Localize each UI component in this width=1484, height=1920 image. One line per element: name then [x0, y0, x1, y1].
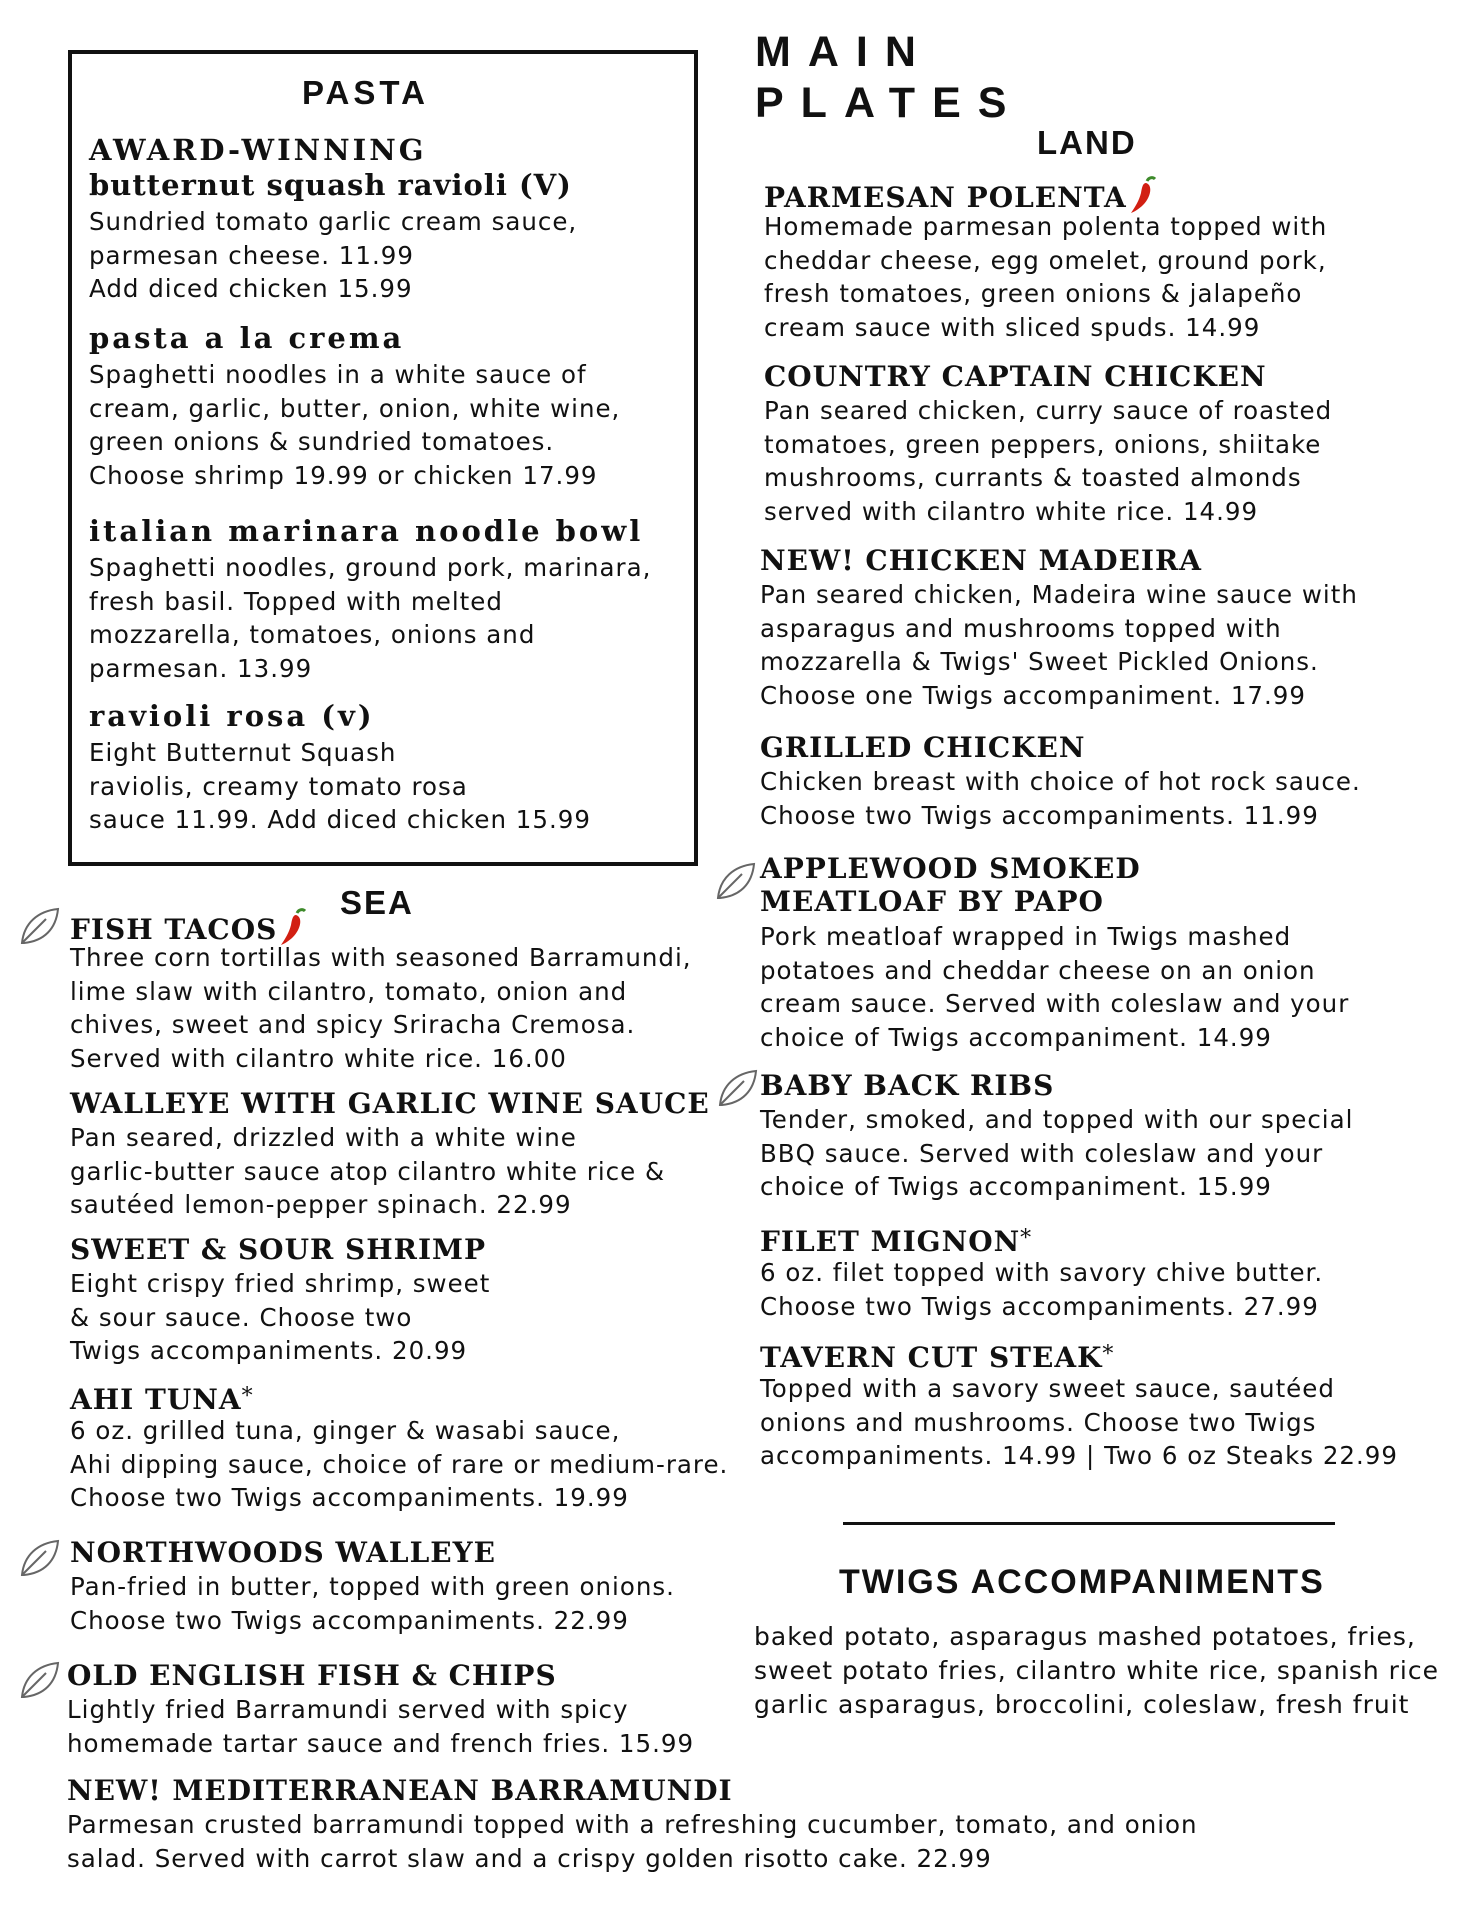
menu-item-description: Spaghetti noodles in a white sauce of cream, garlic, butter, onion, white wine, green onions & sundried tomatoes. Choose shrimp 19.99 or chicken 17.99 — [89, 360, 621, 490]
menu-item-name: TAVERN CUT STEAK — [760, 1341, 1103, 1374]
menu-item-name: FISH TACOS — [70, 913, 278, 946]
menu-item-name: AHI TUNA — [70, 1383, 242, 1416]
menu-item-description: Eight Butternut Squash raviolis, creamy tomato rosa sauce 11.99. Add diced chicken 15.99 — [89, 738, 591, 834]
leaf-icon — [16, 1535, 62, 1581]
menu-item-title: OLD ENGLISH FISH & CHIPS — [67, 1659, 557, 1692]
sea-heading: SEA — [340, 884, 414, 921]
menu-item-title: WALLEYE WITH GARLIC WINE SAUCE — [70, 1087, 710, 1120]
menu-item-title — [70, 1380, 254, 1416]
menu-item-title: pasta a la crema — [89, 321, 405, 355]
menu-item-description: Lightly fried Barramundi served with spicy homemade tartar sauce and french fries. 15.99 — [67, 1695, 695, 1758]
menu-item-title: NEW! CHICKEN MADEIRA — [760, 544, 1202, 577]
accompaniments-list: baked potato, asparagus mashed potatoes, fries, sweet potato fries, cilantro white rice, spanish rice garlic asparagus, broccolini, coleslaw, fresh fruit — [754, 1622, 1439, 1719]
asterisk-mark: * — [1102, 1342, 1115, 1367]
section-divider — [843, 1522, 1335, 1525]
menu-item-description: 6 oz. filet topped with savory chive butter. Choose two Twigs accompaniments. 27.99 — [760, 1258, 1324, 1321]
menu-item-title — [764, 175, 1159, 215]
leaf-icon — [16, 1657, 62, 1703]
leaf-icon — [714, 1065, 760, 1111]
menu-item-description: Homemade parmesan polenta topped with cheddar cheese, egg omelet, ground pork, fresh tomatoes, green onions & jalapeño cream sauce with sliced spuds. 14.99 — [764, 212, 1328, 342]
menu-item-title — [760, 1338, 1114, 1374]
menu-item-title: GRILLED CHICKEN — [760, 731, 1086, 764]
menu-item-description: Parmesan crusted barramundi topped with a refreshing cucumber, tomato, and onion salad. Served with carrot slaw and a crispy golden risotto cake. 22.99 — [67, 1810, 1198, 1873]
menu-item-description: Pan seared, drizzled with a white wine garlic-butter sauce atop cilantro white rice & sautéed lemon-pepper spinach. 22.99 — [70, 1123, 666, 1219]
menu-item-description: 6 oz. grilled tuna, ginger & wasabi sauce, Ahi dipping sauce, choice of rare or medium-rare. Choose two Twigs accompaniments. 19.99 — [70, 1416, 729, 1512]
asterisk-mark: * — [241, 1384, 254, 1409]
menu-item-description: Topped with a savory sweet sauce, sautéed onions and mushrooms. Choose two Twigs accompaniments. 14.99 | Two 6 oz Steaks 22.99 — [760, 1374, 1398, 1470]
menu-item-title: AWARD-WINNING — [89, 133, 427, 167]
menu-item-title: butternut squash ravioli (V) — [89, 168, 572, 202]
menu-item-title: italian marinara noodle bowl — [89, 514, 644, 548]
menu-item-description: Sundried tomato garlic cream sauce, parmesan cheese. 11.99 Add diced chicken 15.99 — [89, 207, 578, 303]
menu-item-description: Pork meatloaf wrapped in Twigs mashed potatoes and cheddar cheese on an onion cream sauce. Served with coleslaw and your choice of Twigs accompaniment. 14.99 — [760, 922, 1350, 1052]
menu-item-description: Pan seared chicken, curry sauce of roasted tomatoes, green peppers, onions, shiitake mushrooms, currants & toasted almonds served with cilantro white rice. 14.99 — [764, 396, 1333, 526]
land-heading: LAND — [1037, 124, 1137, 161]
menu-item-title: BABY BACK RIBS — [760, 1069, 1055, 1102]
menu-item-description: Eight crispy fried shrimp, sweet & sour sauce. Choose two Twigs accompaniments. 20.99 — [70, 1269, 491, 1365]
menu-item-description: Pan seared chicken, Madeira wine sauce with asparagus and mushrooms topped with mozzarella & Twigs' Sweet Pickled Onions. Choose one Twigs accompaniment. 17.99 — [760, 580, 1358, 710]
menu-item-title: NEW! MEDITERRANEAN BARRAMUNDI — [67, 1774, 733, 1807]
menu-item-title: NORTHWOODS WALLEYE — [70, 1536, 496, 1569]
leaf-icon — [16, 903, 62, 949]
menu-item-title: COUNTRY CAPTAIN CHICKEN — [764, 360, 1267, 393]
main-plates-title — [755, 27, 1023, 129]
asterisk-mark: * — [1020, 1226, 1033, 1251]
menu-item-description: Spaghetti noodles, ground pork, marinara, fresh basil. Topped with melted mozzarella, tomatoes, onions and parmesan. 13.99 — [89, 553, 652, 683]
main-plates-title-line: PLATES — [755, 79, 1024, 127]
main-plates-title-line: MAIN — [755, 28, 933, 76]
menu-item-title: ravioli rosa (v) — [89, 699, 375, 733]
menu-item-name: FILET MIGNON — [760, 1225, 1021, 1258]
accompaniments-heading: TWIGS ACCOMPANIMENTS — [839, 1563, 1325, 1601]
menu-item-description: Three corn tortillas with seasoned Barramundi, lime slaw with cilantro, tomato, onion and chives, sweet and spicy Sriracha Cremosa. Served with cilantro white rice. 16.00 — [70, 943, 692, 1073]
menu-item-title: MEATLOAF BY PAPO — [760, 885, 1104, 918]
menu-item-title — [760, 1222, 1032, 1258]
pasta-heading: PASTA — [302, 74, 429, 111]
menu-item-title: APPLEWOOD SMOKED — [760, 852, 1141, 885]
menu-item-description: Chicken breast with choice of hot rock sauce. Choose two Twigs accompaniments. 11.99 — [760, 767, 1361, 830]
chili-pepper-icon — [1129, 175, 1159, 215]
menu-item-name: PARMESAN POLENTA — [764, 181, 1127, 214]
menu-item-description: Pan-fried in butter, topped with green onions. Choose two Twigs accompaniments. 22.99 — [70, 1572, 675, 1635]
leaf-icon — [712, 858, 758, 904]
menu-item-title: SWEET & SOUR SHRIMP — [70, 1233, 487, 1266]
menu-item-description: Tender, smoked, and topped with our special BBQ sauce. Served with coleslaw and your choice of Twigs accompaniment. 15.99 — [760, 1105, 1354, 1201]
